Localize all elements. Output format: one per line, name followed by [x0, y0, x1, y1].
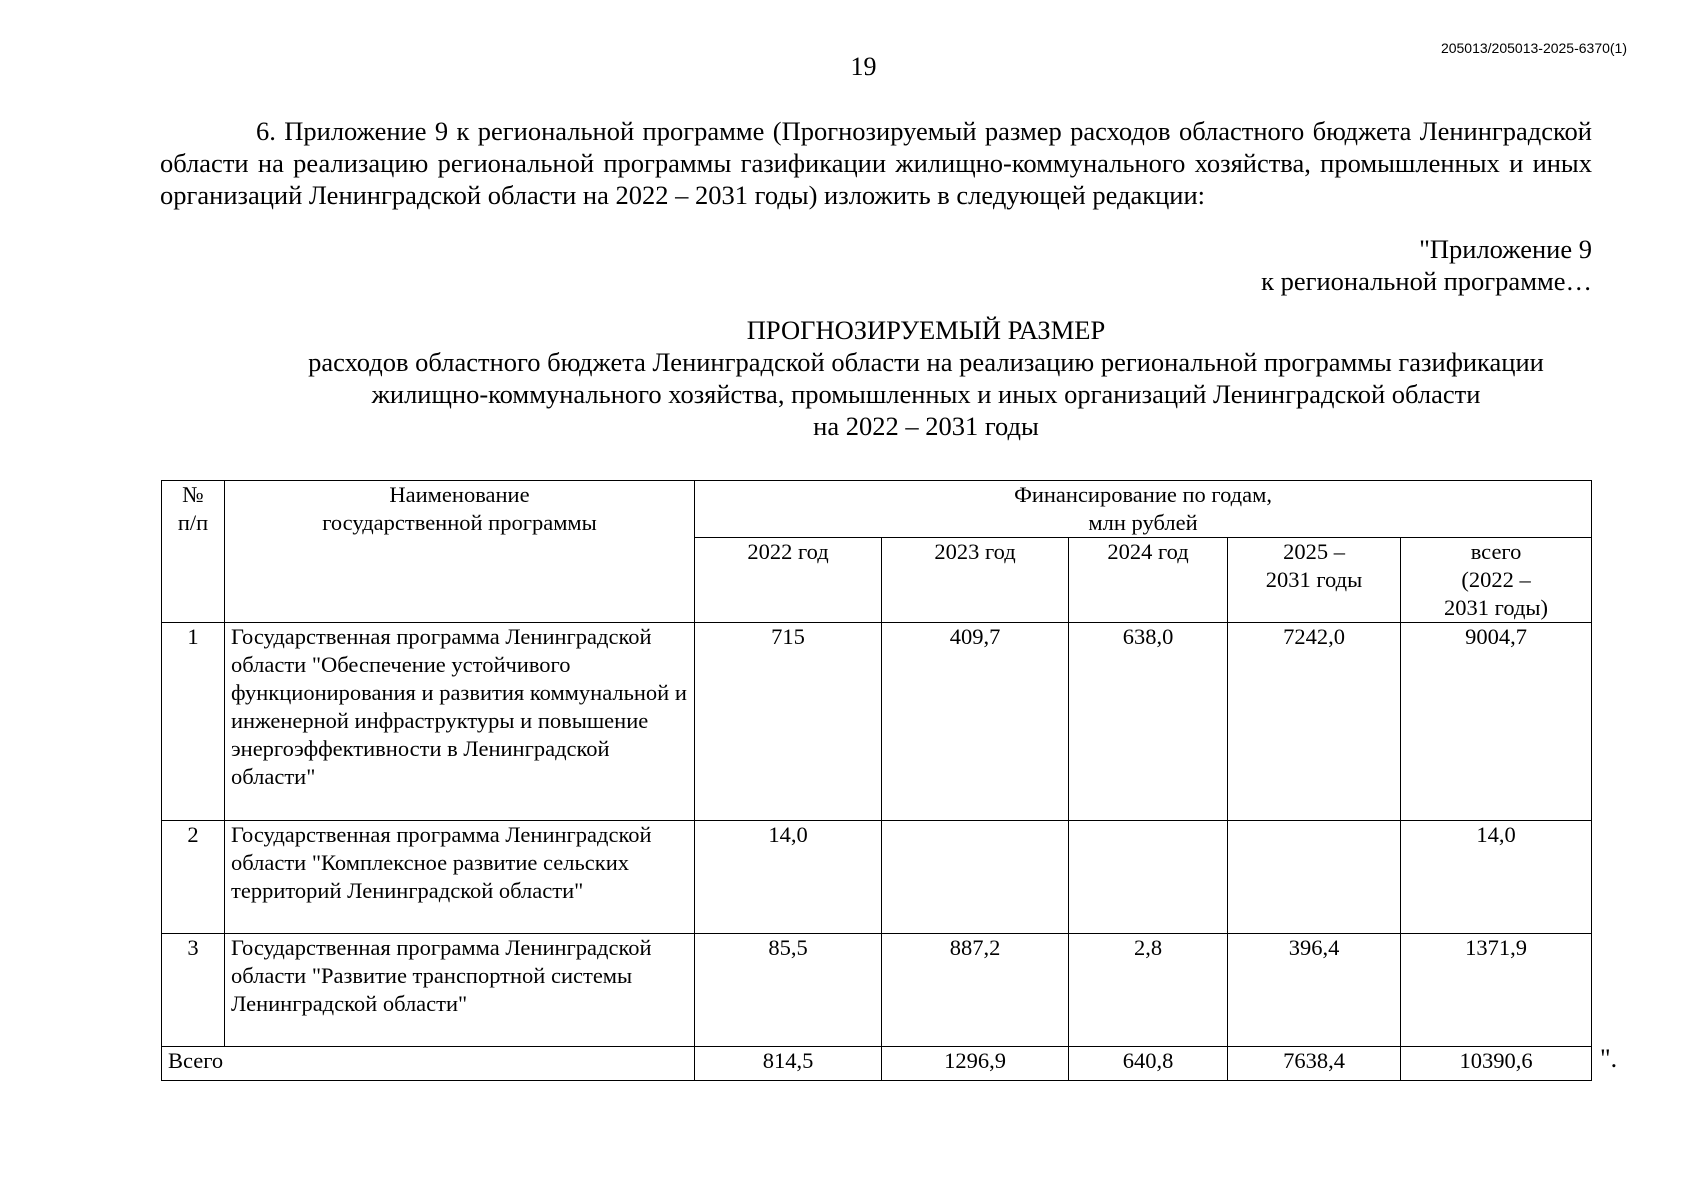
header-2025-2031 [1228, 538, 1401, 623]
row-value-2022: 14,0 [695, 821, 882, 934]
row-value-2023 [882, 821, 1069, 934]
appendix-reference [1261, 233, 1592, 297]
header-2024: 2024 год [1069, 538, 1228, 623]
row-program-name: Государственная программа Ленинградской области "Обеспечение устойчивого функционирования и развития коммунальной и инженерной инфраструктуры и повышение энергоэффективности в Ленинградской области" [225, 623, 695, 821]
row-program-name: Государственная программа Ленинградской области "Комплексное развитие сельских территорий Ленинградской области" [225, 821, 695, 934]
row-value-2025-2031 [1228, 821, 1401, 934]
closing-quote: ". [1600, 1044, 1618, 1073]
header-financing-line2: млн рублей [1088, 510, 1198, 535]
header-name [225, 481, 695, 623]
header-name-line2: государственной программы [322, 510, 597, 535]
table-row [162, 623, 1592, 821]
row-value-2022: 715 [695, 623, 882, 821]
totals-value-2023: 1296,9 [882, 1047, 1069, 1081]
document-title [230, 314, 1622, 442]
totals-label: Всего [162, 1047, 695, 1081]
totals-value-2025-2031: 7638,4 [1228, 1047, 1401, 1081]
header-financing-line1: Финансирование по годам, [1014, 482, 1272, 507]
row-num: 2 [162, 821, 225, 934]
totals-row [162, 1047, 1592, 1081]
title-line4: на 2022 – 2031 годы [813, 411, 1039, 441]
document-id: 205013/205013-2025-6370(1) [1440, 40, 1627, 56]
row-value-2024 [1069, 821, 1228, 934]
row-value-2024: 638,0 [1069, 623, 1228, 821]
row-num: 1 [162, 623, 225, 821]
header-2025-line1: 2025 – [1283, 539, 1345, 564]
header-total-line2: (2022 – [1461, 567, 1531, 592]
header-num [162, 481, 225, 623]
table-row [162, 934, 1592, 1047]
title-line1: ПРОГНОЗИРУЕМЫЙ РАЗМЕР [746, 315, 1106, 345]
header-total-line1: всего [1470, 539, 1522, 564]
row-num: 3 [162, 934, 225, 1047]
intro-paragraph: 6. Приложение 9 к региональной программе (Прогнозируемый размер расходов областного бюджета Ленинградской области на реализацию региональной программы газификации жилищно-коммунального хозяйства, промышленных и иных организаций Ленинградской области на 2022 – 2031 годы) изложить в следующей редакции: [160, 116, 1592, 210]
totals-value-total: 10390,6 [1401, 1047, 1592, 1081]
row-value-2025-2031: 7242,0 [1228, 623, 1401, 821]
header-num-line1: № [182, 482, 204, 507]
row-value-total: 9004,7 [1401, 623, 1592, 821]
header-financing [695, 481, 1592, 538]
row-value-2023: 409,7 [882, 623, 1069, 821]
page-number: 19 [850, 52, 877, 81]
totals-value-2024: 640,8 [1069, 1047, 1228, 1081]
appendix-ref-line1: "Приложение 9 [1419, 234, 1592, 264]
table-row [162, 821, 1592, 934]
row-value-2022: 85,5 [695, 934, 882, 1047]
row-value-2024: 2,8 [1069, 934, 1228, 1047]
row-value-total: 14,0 [1401, 821, 1592, 934]
header-name-line1: Наименование [389, 482, 530, 507]
financing-table [161, 480, 1592, 1081]
header-2025-line2: 2031 годы [1265, 567, 1363, 592]
header-total-line3: 2031 годы) [1444, 595, 1548, 620]
appendix-ref-line2: к региональной программе… [1261, 266, 1592, 296]
header-2022: 2022 год [695, 538, 882, 623]
title-line2: расходов областного бюджета Ленинградской области на реализацию региональной программы газификации [308, 347, 1544, 377]
row-value-2025-2031: 396,4 [1228, 934, 1401, 1047]
title-line3: жилищно-коммунального хозяйства, промышленных и иных организаций Ленинградской области [371, 379, 1481, 409]
header-2023: 2023 год [882, 538, 1069, 623]
row-program-name: Государственная программа Ленинградской области "Развитие транспортной системы Ленинградской области" [225, 934, 695, 1047]
totals-value-2022: 814,5 [695, 1047, 882, 1081]
row-value-2023: 887,2 [882, 934, 1069, 1047]
header-num-line2: п/п [177, 510, 209, 535]
row-value-total: 1371,9 [1401, 934, 1592, 1047]
header-total [1401, 538, 1592, 623]
